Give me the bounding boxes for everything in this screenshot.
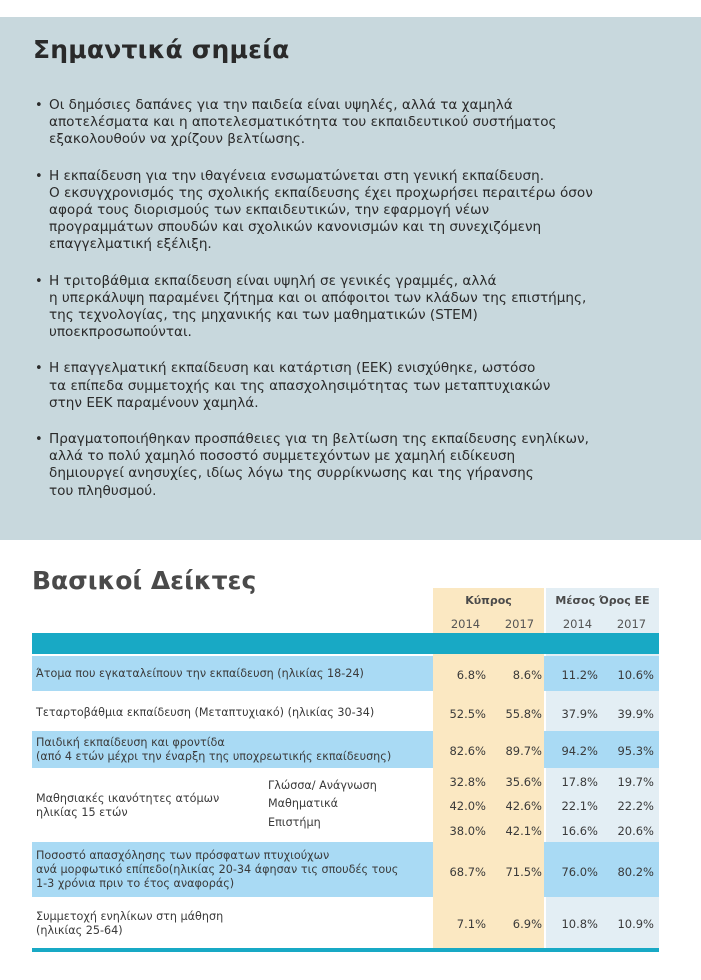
- eu-average-column-header: Μέσος Όρος ΕΕ: [555, 594, 650, 607]
- value-cell: 8.6%: [512, 668, 542, 682]
- year-header: 2014: [450, 617, 481, 631]
- key-point-text: • Η εκπαίδευση για την ιθαγένεια ενσωματώνεται στη γενική εκπαίδευση. Ο εκσυγχρονισμός της σχολικής εκπαίδευσης έχει προχωρήσει περαιτέρω όσον αφορά τους διορισμούς των εκπαιδευτικών, την εφαρμογή νέων προγραμμάτων σπουδών και σχολικών κανονισμών και τη συνεχιζόμενη επαγγελματική εξέλιξη.: [49, 167, 593, 253]
- key-points-panel: [0, 17, 701, 540]
- row-label-early-leavers: Άτομα που εγκαταλείπουν την εκπαίδευση (ηλικίας 18-24): [36, 667, 364, 680]
- value-cell: 52.5%: [449, 707, 486, 721]
- value-cell: 16.6%: [561, 824, 598, 838]
- value-cell: 22.2%: [617, 799, 654, 813]
- value-cell: 11.2%: [561, 668, 598, 682]
- value-cell: 68.7%: [449, 865, 486, 879]
- value-cell: 71.5%: [505, 865, 542, 879]
- value-cell: 39.9%: [617, 707, 654, 721]
- value-cell: 17.8%: [561, 775, 598, 789]
- table-header-bar: [32, 633, 659, 654]
- key-point-text: • Πραγματοποιήθηκαν προσπάθειες για τη βελτίωση της εκπαίδευσης ενηλίκων, αλλά το πολύ χαμηλό ποσοστό συμμετεχόντων με χαμηλή ειδίκευση δημιουργεί ανησυχίες, ιδίως λόγω της συρρίκνωσης και της γήρανσης του πληθυσμού.: [49, 431, 589, 499]
- value-cell: 82.6%: [449, 744, 486, 758]
- value-cell: 94.2%: [561, 744, 598, 758]
- value-cell: 76.0%: [561, 865, 598, 879]
- value-cell: 42.6%: [505, 799, 542, 813]
- value-cell: 32.8%: [449, 775, 486, 789]
- value-cell: 35.6%: [505, 775, 542, 789]
- table-bottom-bar: [32, 948, 659, 952]
- value-cell: 80.2%: [617, 865, 654, 879]
- year-header: 2017: [504, 617, 535, 631]
- value-cell: 42.0%: [449, 799, 486, 813]
- row-label-adult-learning: Συμμετοχή ενηλίκων στη μάθηση (ηλικίας 25-64): [36, 910, 224, 937]
- key-point-text: • Οι δημόσιες δαπάνες για την παιδεία είναι υψηλές, αλλά τα χαμηλά αποτελέσματα και η αποτελεσματικότητα του εκπαιδευτικού συστήματος εξακολουθούν να χρίζουν βελτίωσης.: [49, 97, 557, 148]
- subrow-label-reading: Γλώσσα/ Ανάγνωση: [268, 779, 377, 792]
- value-cell: 55.8%: [505, 707, 542, 721]
- value-cell: 7.1%: [456, 917, 486, 931]
- value-cell: 20.6%: [617, 824, 654, 838]
- key-point-item: [35, 168, 675, 254]
- value-cell: 38.0%: [449, 824, 486, 838]
- cyprus-column-header: Κύπρος: [465, 594, 512, 607]
- value-cell: 6.8%: [456, 668, 486, 682]
- subrow-label-maths: Μαθηματικά: [268, 797, 338, 810]
- row-label-early-childhood: Παιδική εκπαίδευση και φροντίδα (από 4 ετών μέχρι την έναρξη της υποχρεωτικής εκπαίδευσης): [36, 736, 392, 763]
- key-point-item: [35, 360, 675, 412]
- value-cell: 37.9%: [561, 707, 598, 721]
- value-cell: 42.1%: [505, 824, 542, 838]
- value-cell: 22.1%: [561, 799, 598, 813]
- value-cell: 6.9%: [512, 917, 542, 931]
- subrow-label-science: Επιστήμη: [268, 816, 321, 829]
- key-point-item: [35, 273, 675, 342]
- value-cell: 10.6%: [617, 668, 654, 682]
- key-point-item: [35, 431, 675, 500]
- value-cell: 89.7%: [505, 744, 542, 758]
- value-cell: 10.9%: [617, 917, 654, 931]
- value-cell: 95.3%: [617, 744, 654, 758]
- row-label-graduate-employment: Ποσοστό απασχόλησης των πρόσφατων πτυχιούχων ανά μορφωτικό επίπεδο(ηλικίας 20-34 άφησαν τις σπουδές τους 1-3 χρόνια πριν το έτος αναφοράς): [36, 849, 399, 890]
- key-point-text: • Η επαγγελματική εκπαίδευση και κατάρτιση (ΕΕΚ) ενισχύθηκε, ωστόσο τα επίπεδα συμμετοχής και της απασχολησιμότητας των μεταπτυχιακών στην ΕΕΚ παραμένουν χαμηλά.: [49, 360, 551, 411]
- key-point-text: • Η τριτοβάθμια εκπαίδευση είναι υψηλή σε γενικές γραμμές, αλλά η υπερκάλυψη παραμένει ζήτημα και οι απόφοιτοι των κλάδων της επιστήμης, της τεχνολογίας, της μηχανικής και των μαθηματικών (STEM) υποεκπροσωπούνται.: [49, 272, 587, 341]
- value-cell: 19.7%: [617, 775, 654, 789]
- key-points-title: Σημαντικά σημεία: [33, 35, 290, 64]
- key-points-list: [35, 97, 675, 519]
- key-point-item: [35, 97, 675, 149]
- value-cell: 10.8%: [561, 917, 598, 931]
- row-label-tertiary: Τεταρτοβάθμια εκπαίδευση (Μεταπτυχιακό) (ηλικίας 30-34): [36, 706, 375, 719]
- year-header: 2017: [616, 617, 647, 631]
- indicators-title: Βασικοί Δείκτες: [32, 566, 257, 595]
- row-label-learning-skills: Μαθησιακές ικανότητες ατόμων ηλικίας 15 ετών: [36, 792, 220, 819]
- year-header: 2014: [562, 617, 593, 631]
